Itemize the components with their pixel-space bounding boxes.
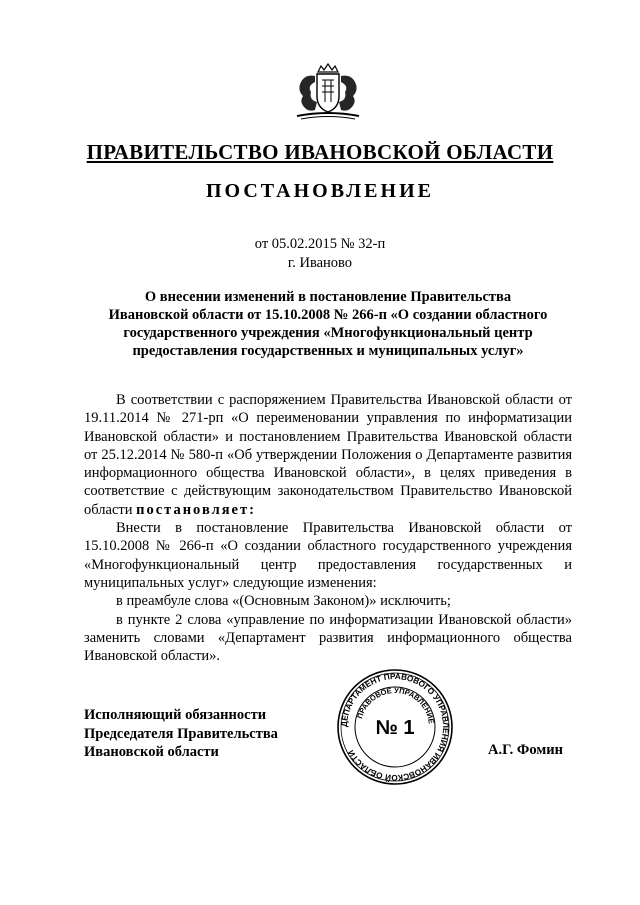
document-subject bbox=[84, 288, 572, 360]
body-paragraph: Внести в постановление Правительства Ивановской области от 15.10.2008 № 266-п «О создании областного государственного учреждения «Многофункциональный центр предоставления государственных и муниципальных услуг» следующие изменения: bbox=[84, 520, 572, 591]
document-city: г. Иваново bbox=[287, 255, 353, 271]
body-paragraph: в пункте 2 слова «управление по информатизации Ивановской области» заменить словами «Департамент развития информационного общества Ивановской области». bbox=[84, 611, 572, 665]
subject-line: государственного учреждения «Многофункциональный центр bbox=[123, 325, 533, 341]
subject-line: О внесении изменений в постановление Правительства bbox=[144, 289, 512, 305]
signatory-name: А.Г. Фомин bbox=[488, 742, 563, 758]
stamp-number: № 1 bbox=[375, 717, 415, 739]
document-date-number: от 05.02.2015 № 32-п bbox=[254, 236, 386, 252]
coat-of-arms-icon bbox=[287, 62, 369, 122]
body-paragraph: в преамбуле слова «(Основным Законом)» исключить; bbox=[116, 593, 451, 610]
subject-line: Ивановской области от 15.10.2008 № 266-п «О создании областного bbox=[108, 307, 548, 323]
document-type: ПОСТАНОВЛЕНИЕ bbox=[206, 180, 434, 202]
official-stamp bbox=[336, 668, 454, 786]
body-paragraph bbox=[84, 391, 572, 519]
resolution-keyword: постановляет: bbox=[136, 501, 256, 518]
signatory-title-line: Председателя Правительства bbox=[84, 725, 278, 742]
signatory-title bbox=[84, 706, 324, 762]
stamp-outer-text: ДЕПАРТАМЕНТ ПРАВОВОГО УПРАВЛЕНИЯ ИВАНОВСКОЙ ОБЛАСТИ bbox=[339, 671, 451, 783]
subject-line: предоставления государственных и муниципальных услуг» bbox=[132, 343, 524, 359]
stamp-inner-text: ПРАВОВОЕ УПРАВЛЕНИЕ bbox=[355, 685, 436, 725]
signatory-title-line: Ивановской области bbox=[84, 744, 219, 760]
government-title: ПРАВИТЕЛЬСТВО ИВАНОВСКОЙ ОБЛАСТИ bbox=[86, 140, 554, 164]
body-text: В соответствии с распоряжением Правительства Ивановской области от 19.11.2014 № 271-рп «О переименовании управления по информатизации Ивановской области» и постановлением Правительства Ивановской области от 25.12.2014 № 580-п «Об утверждении Положения о Департаменте развития информационного общества Ивановской области», в целях приведения в соответствие с действующим законодательством Правительство Ивановской области bbox=[84, 392, 572, 518]
document-body bbox=[84, 391, 572, 665]
signatory-title-line: Исполняющий обязанности bbox=[84, 707, 267, 723]
